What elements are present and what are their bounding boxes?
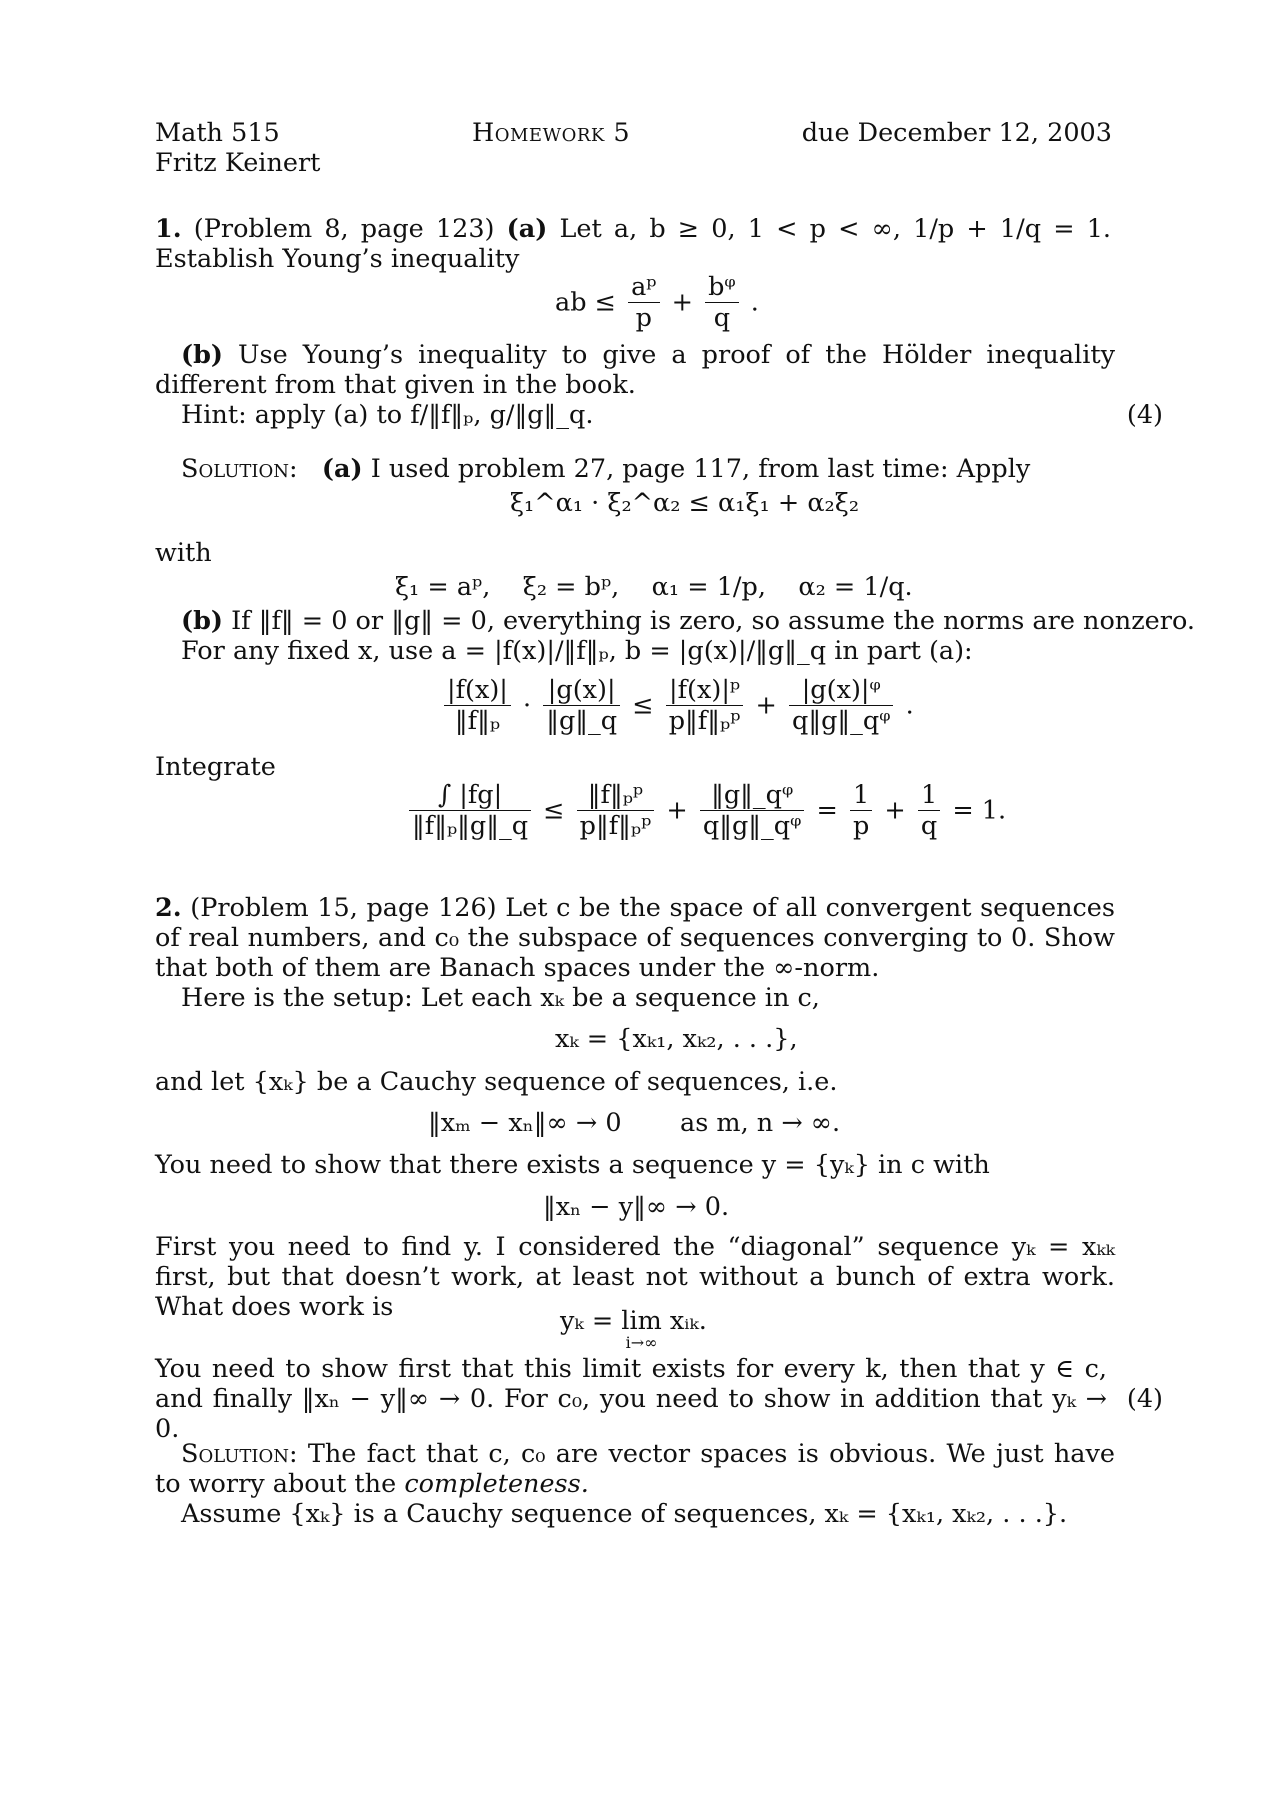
- problem-2-cauchy: and let {xₖ} be a Cauchy sequence of sequences, i.e.: [155, 1067, 838, 1097]
- solution-2-text2: Assume {xₖ} is a Cauchy sequence of sequences, xₖ = {xₖ₁, xₖ₂, . . .}.: [181, 1499, 1068, 1529]
- author-label: Fritz Keinert: [155, 148, 321, 178]
- problem-2-final: You need to show first that this limit exists for every k, then that y ∈ c, and finally ‖xₙ − y‖∞ → 0. For c₀, you need to show in addition that yₖ → 0.: [155, 1354, 1107, 1444]
- eq3-f3-den: p‖f‖ₚᵖ: [668, 706, 741, 736]
- eq4-fraction-5: [918, 780, 940, 841]
- eq4-f3-den: q‖g‖_qᵠ: [702, 811, 802, 841]
- young-lhs: ab ≤: [555, 287, 616, 318]
- eq3-end: .: [905, 690, 914, 721]
- solution-1a-text: I used problem 27, page 117, from last time: Apply: [370, 454, 1031, 484]
- eq3-f1-num: |f(x)|: [444, 675, 511, 706]
- problem-1-statement: [155, 214, 1111, 274]
- course-label: Math 515: [155, 118, 280, 148]
- eq3-fraction-3: [666, 675, 744, 736]
- problem-1a-text: Let a, b ≥ 0, 1 < p < ∞, 1/p + 1/q = 1. Establish Young’s inequality: [155, 214, 1112, 274]
- problem-2-need: You need to show that there exists a sequence y = {yₖ} in c with: [155, 1150, 990, 1180]
- solution-1-eq1: ξ₁^α₁ · ξ₂^α₂ ≤ α₁ξ₁ + α₂ξ₂: [510, 488, 860, 518]
- eq4-f5-den: q: [920, 811, 938, 841]
- solution-1-label: Solution:: [181, 454, 298, 484]
- eq3-fraction-2: [543, 675, 620, 736]
- eq4-eq: =: [816, 795, 838, 826]
- solution-1-with: with: [155, 538, 212, 568]
- eq4-f4-den: p: [852, 811, 870, 841]
- eq4-f2-den: p‖f‖ₚᵖ: [579, 811, 652, 841]
- eq4-f2-num: ‖f‖ₚᵖ: [577, 780, 655, 811]
- problem-2-find: First you need to find y. I considered the “diagonal” sequence yₖ = xₖₖ first, but that doesn’t work, at least not without a bunch of extra work. What does work is: [155, 1232, 1115, 1322]
- eq-yk-lim: lim: [621, 1306, 662, 1336]
- eq4-fraction-1: [409, 780, 531, 841]
- solution-1-eq3: [440, 675, 914, 736]
- eq4-fraction-3: [700, 780, 804, 841]
- problem-2-eq2-cond: as m, n → ∞.: [680, 1108, 841, 1138]
- eq3-fraction-1: [444, 675, 511, 736]
- solution-1b-label: (b): [181, 606, 223, 636]
- young-f1-num: aᵖ: [628, 272, 659, 303]
- eq3-dot: ·: [523, 690, 532, 721]
- solution-2-body: The fact that c, c₀ are vector spaces is obvious. We just have to worry about the: [155, 1439, 1115, 1499]
- eq-yk-limit: [621, 1306, 662, 1350]
- problem-1b-statement: [155, 340, 1115, 400]
- solution-1-eq2: ξ₁ = aᵖ, ξ₂ = bᵖ, α₁ = 1/p, α₂ = 1/q.: [395, 572, 913, 602]
- solution-1-eq4: [405, 780, 1006, 841]
- page-title: Homework 5: [472, 118, 631, 148]
- eq3-f2-den: ‖g‖_q: [546, 706, 618, 736]
- problem-1-number: 1.: [155, 214, 182, 244]
- eq-yk-rhs: xᵢₖ.: [669, 1306, 707, 1336]
- eq3-f2-num: |g(x)|: [543, 675, 620, 706]
- solution-1-intro: [181, 454, 1030, 484]
- solution-2-emphasis: completeness.: [404, 1469, 589, 1499]
- young-f2-num: bᵠ: [705, 272, 739, 303]
- problem-2-eq1: xₖ = {xₖ₁, xₖ₂, . . .},: [555, 1024, 798, 1054]
- problem-2-statement: [155, 893, 1115, 983]
- problem-1b-label: (b): [181, 340, 223, 370]
- problem-2-text: (Problem 15, page 126) Let c be the space of all convergent sequences of real numbers, and c₀ the subspace of sequences converging to 0. Show that both of them are Banach spaces under the ∞-norm.: [155, 893, 1115, 983]
- problem-1a-label: (a): [506, 214, 548, 244]
- solution-2-text1: [155, 1439, 1115, 1499]
- solution-1b-line2: For any fixed x, use a = |f(x)|/‖f‖ₚ, b = |g(x)|/‖g‖_q in part (a):: [181, 636, 973, 666]
- problem-2-eq2: ‖xₘ − xₙ‖∞ → 0: [428, 1108, 622, 1138]
- solution-1b-line1: [181, 606, 1195, 636]
- eq4-f3-num: ‖g‖_qᵠ: [700, 780, 804, 811]
- eq3-f1-den: ‖f‖ₚ: [454, 706, 501, 736]
- eq3-fraction-4: [789, 675, 893, 736]
- eq4-plus: +: [666, 795, 688, 826]
- problem-2-setup: Here is the setup: Let each xₖ be a sequence in c,: [181, 983, 820, 1013]
- eq-yk-sub: i→∞: [625, 1333, 658, 1352]
- eq4-leq: ≤: [543, 795, 565, 826]
- problem-1b-text: Use Young’s inequality to give a proof of the Hölder inequality different from that given in the book.: [155, 340, 1116, 400]
- eq4-f5-num: 1: [918, 780, 940, 811]
- eq4-f1-den: ‖f‖ₚ‖g‖_q: [412, 811, 529, 841]
- solution-1b-text: If ‖f‖ = 0 or ‖g‖ = 0, everything is zero, so assume the norms are nonzero.: [231, 606, 1195, 636]
- eq4-end: = 1.: [952, 795, 1007, 826]
- young-plus: +: [671, 287, 693, 318]
- eq3-f3-num: |f(x)|ᵖ: [666, 675, 744, 706]
- young-fraction-2: [705, 272, 739, 333]
- problem-2-eq3: ‖xₙ − y‖∞ → 0.: [543, 1192, 730, 1222]
- solution-2-label: Solution:: [181, 1439, 298, 1469]
- eq3-f4-num: |g(x)|ᵠ: [789, 675, 893, 706]
- problem-2-eq4: [560, 1306, 707, 1350]
- solution-1a-label: (a): [321, 454, 363, 484]
- young-f1-den: p: [635, 303, 652, 333]
- due-date: due December 12, 2003: [801, 118, 1112, 148]
- eq3-leq: ≤: [632, 690, 654, 721]
- eq4-fraction-2: [577, 780, 655, 841]
- eq4-f4-num: 1: [850, 780, 872, 811]
- solution-1-integrate: Integrate: [155, 752, 276, 782]
- problem-1-intro: (Problem 8, page 123): [193, 214, 495, 244]
- eq-yk-lhs: yₖ =: [560, 1306, 614, 1336]
- problem-1-points: (4): [1126, 400, 1163, 430]
- eq4-fraction-4: [850, 780, 872, 841]
- eq3-f4-den: q‖g‖_qᵠ: [792, 706, 891, 736]
- eq4-f1-num: ∫ |fg|: [409, 780, 531, 811]
- problem-2-number: 2.: [155, 893, 182, 923]
- problem-1-hint: Hint: apply (a) to f/‖f‖ₚ, g/‖g‖_q.: [181, 400, 594, 430]
- young-fraction-1: [628, 272, 659, 333]
- eq3-plus: +: [755, 690, 777, 721]
- young-f2-den: q: [713, 303, 731, 333]
- problem-2-points: (4): [1126, 1384, 1163, 1414]
- young-inequality: [555, 272, 759, 333]
- young-end: .: [750, 287, 759, 318]
- eq4-plus2: +: [884, 795, 906, 826]
